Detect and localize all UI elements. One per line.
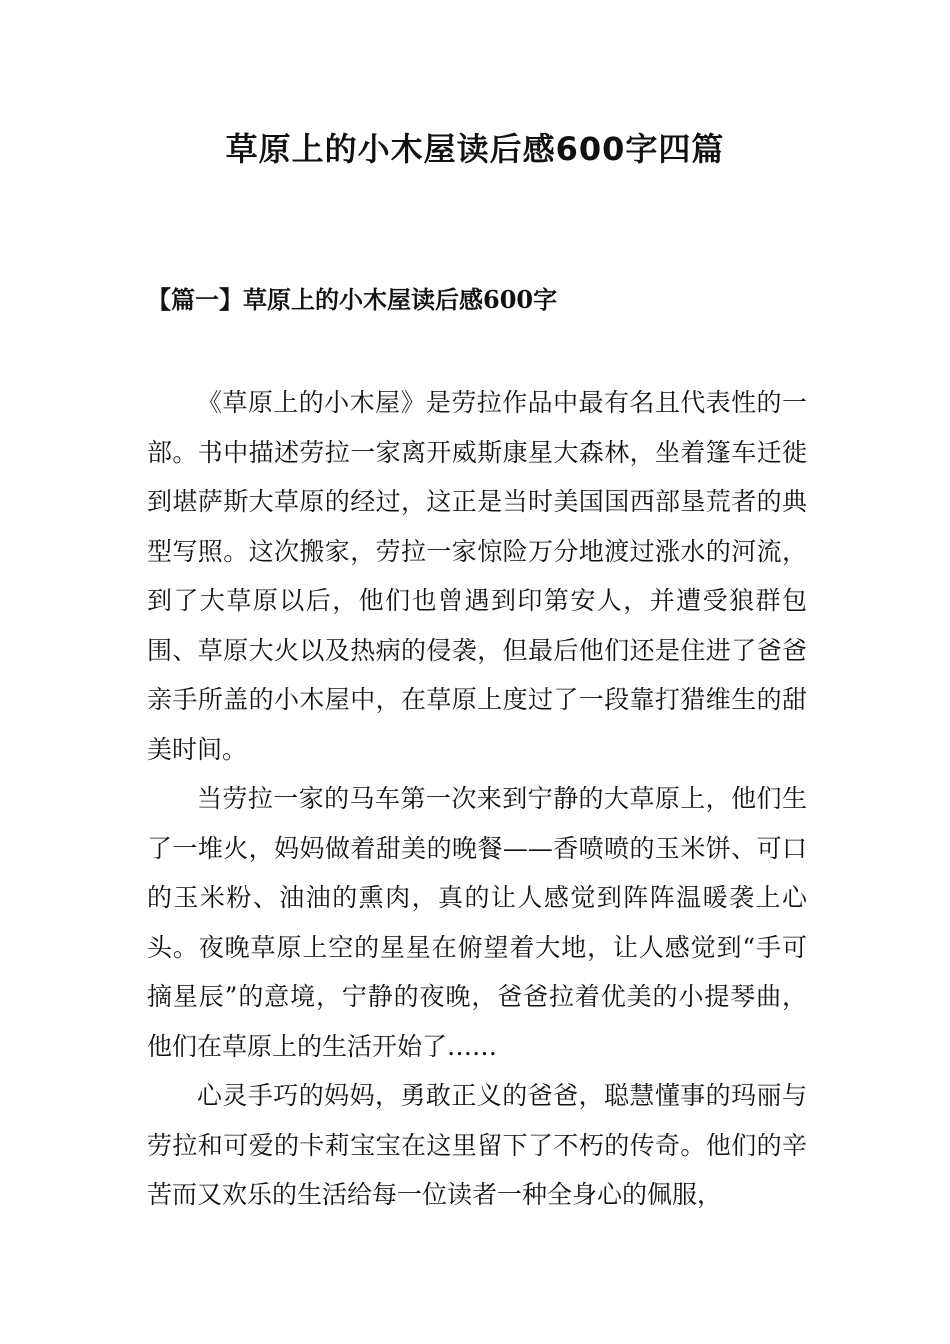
- document-title: 草原上的小木屋读后感600字四篇: [225, 130, 725, 168]
- paragraph: 当劳拉一家的马车第一次来到宁静的大草原上，他们生了一堆火，妈妈做着甜美的晚餐——香喷喷的玉米饼、可口的玉米粉、油油的熏肉，真的让人感觉到阵阵温暖袭上心头。夜晚草原上空的星星在俯望着大地，让人感觉到“手可摘星辰”的意境，宁静的夜晚，爸爸拉着优美的小提琴曲，他们在草原上的生活开始了……: [147, 784, 807, 1061]
- paragraph: 心灵手巧的妈妈，勇敢正义的爸爸，聪慧懂事的玛丽与劳拉和可爱的卡莉宝宝在这里留下了不朽的传奇。他们的辛苦而又欢乐的生活给每一位读者一种全身心的佩服，: [147, 1081, 807, 1209]
- paragraph: 《草原上的小木屋》是劳拉作品中最有名且代表性的一部。书中描述劳拉一家离开威斯康星大森林，坐着篷车迁徙到堪萨斯大草原的经过，这正是当时美国国西部垦荒者的典型写照。这次搬家，劳拉一家惊险万分地渡过涨水的河流，到了大草原以后，他们也曾遇到印第安人，并遭受狼群包围、草原大火以及热病的侵袭，但最后他们还是住进了爸爸亲手所盖的小木屋中，在草原上度过了一段靠打猎维生的甜美时间。: [147, 388, 807, 764]
- body-text: [147, 378, 807, 1220]
- section-heading: 【篇一】草原上的小木屋读后感600字: [147, 285, 558, 314]
